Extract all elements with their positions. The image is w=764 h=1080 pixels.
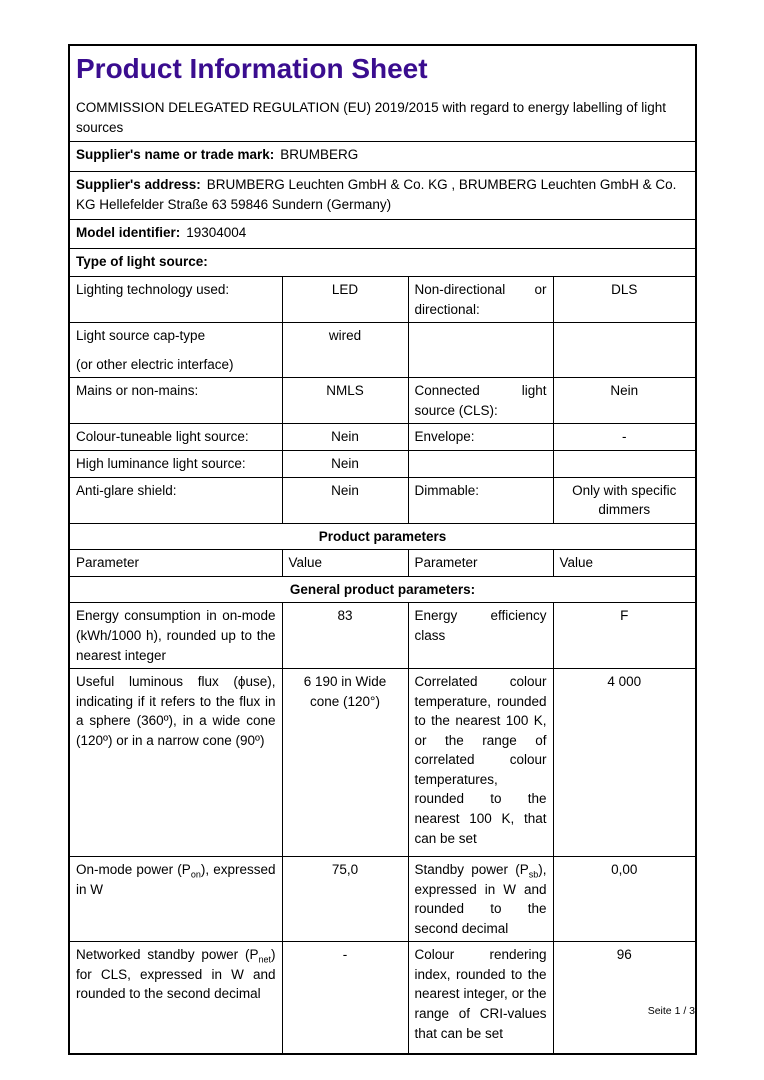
param-line: Light source cap-type — [76, 328, 206, 344]
value-cell: NMLS — [282, 378, 408, 424]
type-of-light-source-row — [69, 249, 696, 277]
value-cell: 96 — [553, 942, 696, 1054]
param-cell: Anti-glare shield: — [69, 477, 282, 523]
param-cell: Envelope: — [408, 424, 553, 451]
table-row — [69, 451, 696, 478]
value-cell: 0,00 — [553, 857, 696, 942]
table-row — [69, 424, 696, 451]
column-header-row — [69, 550, 696, 577]
value-cell: Nein — [282, 451, 408, 478]
subscript: sb — [528, 869, 539, 880]
column-header: Parameter — [69, 550, 282, 577]
value-cell — [553, 323, 696, 378]
column-header: Value — [282, 550, 408, 577]
value-cell: 6 190 in Wide cone (120°) — [282, 669, 408, 857]
param-cell: Standby power $(P_{sb})$, expressed in W and rounded to the second decimal — [408, 857, 553, 942]
regulation-subtitle: COMMISSION DELEGATED REGULATION (EU) 2019/2015 with regard to energy labelling of light sources — [76, 99, 666, 135]
value-cell: Nein — [282, 477, 408, 523]
supplier-address-row — [69, 172, 696, 220]
table-row — [69, 323, 696, 378]
table-row — [69, 857, 696, 942]
model-identifier-row — [69, 220, 696, 249]
value-cell: Nein — [282, 424, 408, 451]
table-row — [69, 942, 696, 1054]
param-cell: Mains or non-mains: — [69, 378, 282, 424]
table-row — [69, 277, 696, 323]
type-of-light-source-label: Type of light source: — [76, 254, 208, 270]
param-line: (or other electric interface) — [76, 356, 234, 372]
value-cell: 4 000 — [553, 669, 696, 857]
param-cell: On-mode power $(P_{on})$, expressed in W — [69, 857, 282, 942]
column-header: Parameter — [408, 550, 553, 577]
supplier-address-label: Supplier's address: — [76, 177, 201, 193]
table-row — [69, 477, 696, 523]
value-cell: - — [282, 942, 408, 1054]
value-cell: F — [553, 603, 696, 669]
param-cell: Colour-tuneable light source: — [69, 424, 282, 451]
param-cell: Energy consumption in on-mode (kWh/1000 h), rounded up to the nearest integer — [69, 603, 282, 669]
param-cell — [408, 323, 553, 378]
table-row — [69, 378, 696, 424]
param-cell: Dimmable: — [408, 477, 553, 523]
page-title: Product Information Sheet — [76, 53, 428, 84]
param-cell: Non-directional or directional: — [408, 277, 553, 323]
param-cell: Networked standby power $(P_{net})$ for CLS, expressed in W and rounded to the second decimal — [69, 942, 282, 1054]
table-row — [69, 603, 696, 669]
column-header: Value — [553, 550, 696, 577]
param-cell: Correlated colour temperature, rounded to the nearest 100 K, or the range of correlated colour temperatures, rounded to the nearest 100 K, that can be set — [408, 669, 553, 857]
supplier-name-value: BRUMBERG — [280, 147, 359, 163]
product-parameters-heading: Product parameters — [69, 523, 696, 550]
value-cell: LED — [282, 277, 408, 323]
value-cell: Nein — [553, 378, 696, 424]
value-cell: DLS — [553, 277, 696, 323]
param-cell: Colour rendering index, rounded to the nearest integer, or the range of CRI-values that can be set — [408, 942, 553, 1054]
param-cell — [69, 323, 282, 378]
value-cell: - — [553, 424, 696, 451]
value-cell: 75,0 — [282, 857, 408, 942]
param-cell: Useful luminous flux (ϕuse), indicating if it refers to the flux in a sphere (360º), in a wide cone (120º) or in a narrow cone (90º) — [69, 669, 282, 857]
value-cell: wired — [282, 323, 408, 378]
supplier-name-label: Supplier's name or trade mark: — [76, 147, 275, 163]
param-cell: High luminance light source: — [69, 451, 282, 478]
value-cell: Only with specific dimmers — [553, 477, 696, 523]
general-parameters-heading: General product parameters: — [69, 576, 696, 603]
value-cell — [553, 451, 696, 478]
param-cell: Lighting technology used: — [69, 277, 282, 323]
param-cell — [408, 451, 553, 478]
product-info-table — [68, 44, 697, 1055]
product-parameters-heading-row — [69, 523, 696, 550]
value-cell: 83 — [282, 603, 408, 669]
param-cell: Connected light source (CLS): — [408, 378, 553, 424]
param-cell: Energy efficiency class — [408, 603, 553, 669]
model-identifier-label: Model identifier: — [76, 225, 181, 241]
general-parameters-heading-row — [69, 576, 696, 603]
page-number: Seite 1 / 3 — [647, 1005, 695, 1017]
model-identifier-value: 19304004 — [186, 225, 247, 241]
title-row — [69, 45, 696, 142]
table-row — [69, 669, 696, 857]
subscript: net — [258, 955, 271, 966]
supplier-name-row — [69, 142, 696, 172]
supplier-address-value: BRUMBERG Leuchten GmbH & Co. KG , BRUMBERG Leuchten GmbH & Co. KG Hellefelder Straße 63 59846 Sundern (Germany) — [76, 177, 677, 212]
subscript: on — [190, 869, 201, 880]
